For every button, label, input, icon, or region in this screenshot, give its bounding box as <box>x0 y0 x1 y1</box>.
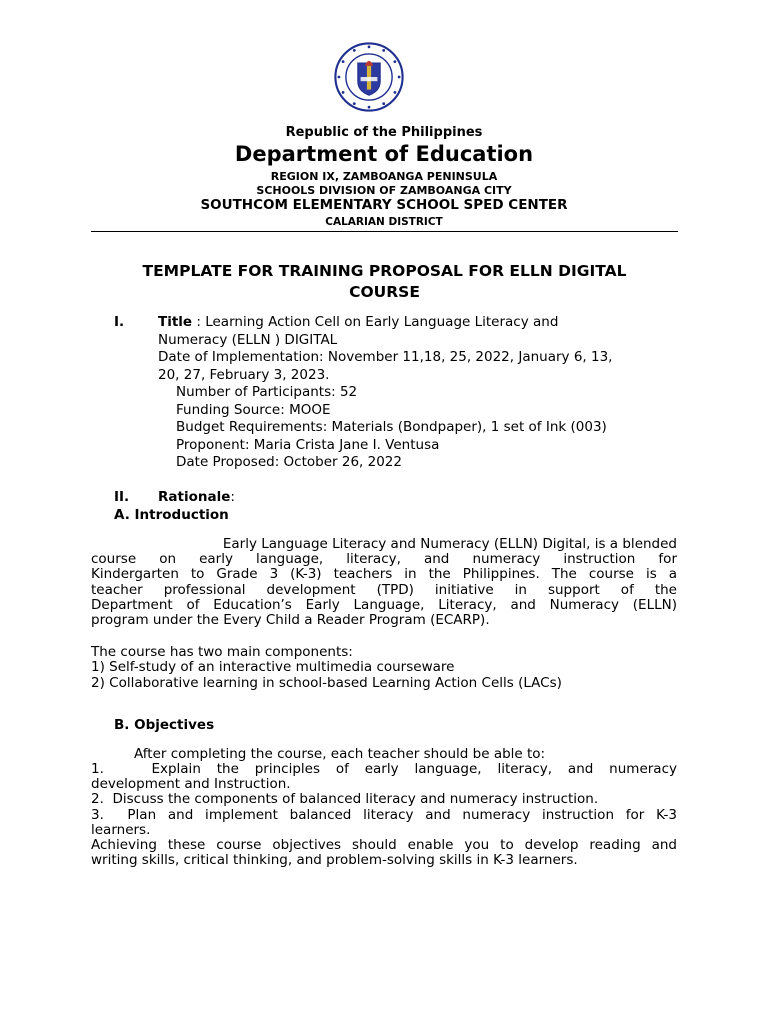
introduction-line: Department of Education’s Early Language, Literacy, and Numeracy (ELLN) <box>91 596 677 613</box>
number-of-participants: Number of Participants: 52 <box>176 384 358 400</box>
budget-requirements: Budget Requirements: Materials (Bondpaper), 1 set of Ink (003) <box>176 419 607 435</box>
section1-numeral: I. <box>114 314 125 330</box>
division-heading: SCHOOLS DIVISION OF ZAMBOANGA CITY <box>256 184 512 197</box>
section1-title-label: Title <box>158 314 193 330</box>
objectives-heading: B. Objectives <box>114 717 215 733</box>
objective-line: learners. <box>91 821 151 838</box>
components-intro: The course has two main components: <box>91 644 353 660</box>
date-of-implementation-line1: Date of Implementation: November 11,18, 25, 2022, January 6, 13, <box>158 349 613 365</box>
district-heading: CALARIAN DISTRICT <box>325 216 443 228</box>
date-of-implementation-line2: 20, 27, February 3, 2023. <box>158 367 330 383</box>
deped-seal-logo <box>334 42 404 112</box>
rationale-colon: : <box>230 489 235 505</box>
section2-heading <box>158 489 235 506</box>
document-title-line2: COURSE <box>349 283 420 301</box>
objectives-list <box>91 762 677 868</box>
introduction-heading: A. Introduction <box>114 507 229 523</box>
republic-heading: Republic of the Philippines <box>285 125 483 140</box>
date-proposed: Date Proposed: October 26, 2022 <box>176 454 402 470</box>
objective-line: development and Instruction. <box>91 776 291 793</box>
introduction-line: program under the Every Child a Reader Program (ECARP). <box>91 612 490 629</box>
closing-line: Achieving these course objectives should enable you to develop reading and <box>91 837 677 854</box>
introduction-line: Early Language Literacy and Numeracy (ELLN) Digital, is a blended <box>188 536 677 552</box>
rationale-label: Rationale <box>158 489 231 505</box>
introduction-line: teacher professional development (TPD) initiative in support of the <box>91 581 677 598</box>
component-item: 1) Self-study of an interactive multimedia courseware <box>91 659 455 675</box>
objective-line: 3. Plan and implement balanced literacy and numeracy instruction for K-3 <box>91 806 677 823</box>
closing-line: writing skills, critical thinking, and problem-solving skills in K-3 learners. <box>91 852 578 869</box>
introduction-line: course on early language, literacy, and numeracy instruction for <box>91 551 677 568</box>
document-title <box>91 261 678 303</box>
proponent: Proponent: Maria Crista Jane I. Ventusa <box>176 437 440 453</box>
component-item: 2) Collaborative learning in school-based Learning Action Cells (LACs) <box>91 675 562 691</box>
funding-source: Funding Source: MOOE <box>176 402 331 418</box>
section1-title-line1 <box>158 314 558 331</box>
objectives-intro: After completing the course, each teacher should be able to: <box>134 746 546 762</box>
document-title-line1: TEMPLATE FOR TRAINING PROPOSAL FOR ELLN DIGITAL <box>142 262 627 280</box>
introduction-line: Kindergarten to Grade 3 (K-3) teachers in the Philippines. The course is a <box>91 566 677 583</box>
header-divider <box>91 231 678 232</box>
section2-numeral: II. <box>114 489 130 505</box>
section1-title-line2: Numeracy (ELLN ) DIGITAL <box>158 332 338 348</box>
school-heading: SOUTHCOM ELEMENTARY SCHOOL SPED CENTER <box>200 197 568 213</box>
objective-line: 2. Discuss the components of balanced literacy and numeracy instruction. <box>91 791 599 808</box>
region-heading: REGION IX, ZAMBOANGA PENINSULA <box>270 170 498 183</box>
objective-line: 1. Explain the principles of early language, literacy, and numeracy <box>91 761 677 777</box>
introduction-paragraph <box>91 537 677 628</box>
section1-title-text: : Learning Action Cell on Early Language Literacy and <box>192 314 559 330</box>
department-heading: Department of Education <box>234 142 534 166</box>
